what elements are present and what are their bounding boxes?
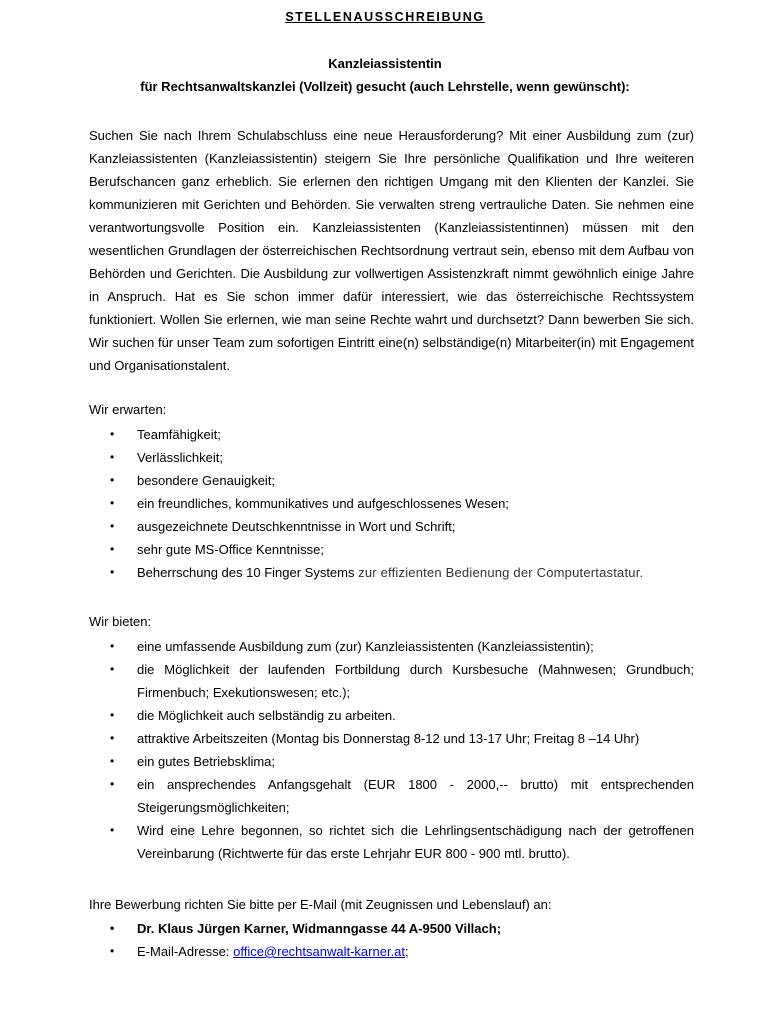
- list-item: • sehr gute MS-Office Kenntnisse;: [89, 538, 694, 561]
- bullet-icon: •: [110, 777, 115, 791]
- bullet-icon: •: [110, 565, 115, 579]
- bullet-icon: •: [110, 542, 115, 556]
- list-item: • ein freundliches, kommunikatives und aufgeschlossenes Wesen;: [89, 492, 694, 515]
- bullet-icon: •: [110, 708, 115, 722]
- list-item: • Wird eine Lehre begonnen, so richtet sich die Lehrlingsentschädigung nach der getroffenen Vereinbarung (Richtwerte für das erste Lehrjahr EUR 800 - 900 mtl. brutto).: [89, 819, 694, 865]
- list-item: • attraktive Arbeitszeiten (Montag bis Donnerstag 8-12 und 13-17 Uhr; Freitag 8 –14 Uhr): [89, 727, 694, 750]
- email-link[interactable]: office@rechtsanwalt-karner.at: [233, 944, 406, 959]
- contact-label: Ihre Bewerbung richten Sie bitte per E-Mail (mit Zeugnissen und Lebenslauf) an:: [89, 897, 552, 912]
- expect-label: Wir erwarten:: [89, 402, 167, 417]
- bullet-icon: •: [110, 639, 115, 653]
- position-subtitle: für Rechtsanwaltskanzlei (Vollzeit) gesucht (auch Lehrstelle, wenn gewünscht):: [140, 79, 630, 94]
- contact-email: • E-Mail-Adresse: office@rechtsanwalt-karner.at;: [89, 940, 694, 963]
- list-item: • eine umfassende Ausbildung zum (zur) Kanzleiassistenten (Kanzleiassistentin);: [89, 635, 694, 658]
- document-title: STELLENAUSSCHREIBUNG: [285, 10, 485, 24]
- bullet-icon: •: [110, 473, 115, 487]
- list-item: • Verlässlichkeit;: [89, 446, 694, 469]
- offer-list: [89, 635, 694, 865]
- bullet-icon: •: [110, 754, 115, 768]
- offer-label: Wir bieten:: [89, 614, 152, 629]
- list-item: • die Möglichkeit auch selbständig zu arbeiten.: [89, 704, 694, 727]
- list-item: • Teamfähigkeit;: [89, 423, 694, 446]
- contact-list: [89, 917, 694, 963]
- bullet-icon: •: [110, 944, 115, 958]
- list-item: • ein ansprechendes Anfangsgehalt (EUR 1800 - 2000,-- brutto) mit entsprechenden Steigerungsmöglichkeiten;: [89, 773, 694, 819]
- list-item: • besondere Genauigkeit;: [89, 469, 694, 492]
- bullet-icon: •: [110, 450, 115, 464]
- bullet-icon: •: [110, 427, 115, 441]
- list-item: • Beherrschung des 10 Finger Systems zur effizienten Bedienung der Computertastatur.: [89, 561, 694, 584]
- list-item: • die Möglichkeit der laufenden Fortbildung durch Kursbesuche (Mahnwesen; Grundbuch; Firmenbuch; Exekutionswesen; etc.);: [89, 658, 694, 704]
- expect-list: [89, 423, 694, 584]
- bullet-icon: •: [110, 921, 115, 935]
- contact-address: • Dr. Klaus Jürgen Karner, Widmanngasse 44 A-9500 Villach;: [89, 917, 694, 940]
- bullet-icon: •: [110, 496, 115, 510]
- list-item: • ein gutes Betriebsklima;: [89, 750, 694, 773]
- email-label: E-Mail-Adresse:: [137, 944, 230, 959]
- bullet-icon: •: [110, 731, 115, 745]
- bullet-icon: •: [110, 519, 115, 533]
- bullet-icon: •: [110, 662, 115, 676]
- position-title: Kanzleiassistentin: [328, 56, 442, 71]
- list-item: • ausgezeichnete Deutschkenntnisse in Wort und Schrift;: [89, 515, 694, 538]
- bullet-icon: •: [110, 823, 115, 837]
- intro-paragraph: Suchen Sie nach Ihrem Schulabschluss eine neue Herausforderung? Mit einer Ausbildung zum (zur) Kanzleiassistenten (Kanzleiassistentin) steigern Sie Ihre persönliche Qualifikation und Ihre weiteren Berufschancen ganz erheblich. Sie erlernen den richtigen Umgang mit den Klienten der Kanzlei. Sie kommunizieren mit Gerichten und Behörden. Sie verwalten streng vertrauliche Daten. Sie nehmen eine verantwortungsvolle Position ein. Kanzleiassistenten (Kanzleiassistentinnen) müssen mit den wesentlichen Grundlagen der österreichischen Rechtsordnung vertraut sein, ebenso mit dem Aufbau von Behörden und Gerichten. Die Ausbildung zur vollwertigen Assistenzkraft nimmt gewöhnlich einige Jahre in Anspruch. Hat es Sie schon immer dafür interessiert, wie das österreichische Rechtssystem funktioniert. Wollen Sie erlernen, wie man seine Rechte wahrt und durchsetzt? Dann bewerben Sie sich. Wir suchen für unser Team zum sofortigen Eintritt eine(n) selbständige(n) Mitarbeiter(in) mit Engagement und Organisationstalent.: [89, 128, 694, 373]
